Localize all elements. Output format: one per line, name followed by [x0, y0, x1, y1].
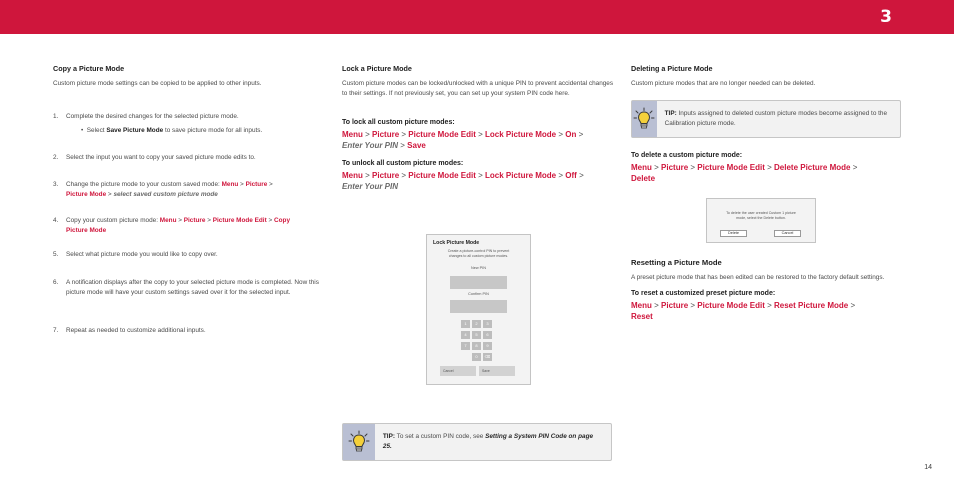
chapter-number: 3 — [880, 7, 892, 27]
keypad-key-1[interactable]: 1 — [461, 320, 470, 328]
tip-text: TIP: To set a custom PIN code, see Setting a System PIN Code on page 25. — [382, 433, 594, 450]
screen-desc: Create a picture-control PIN to prevent changes to all custom picture modes. — [447, 249, 510, 258]
keypad-key-5[interactable]: 5 — [472, 331, 481, 339]
page-number: 14 — [924, 464, 932, 471]
section-title: Deleting a Picture Mode — [631, 64, 713, 73]
tip-icon-container — [343, 424, 375, 460]
lock-picture-mode-screen — [426, 234, 531, 385]
lightbulb-icon — [633, 107, 655, 131]
lock-picture-mode-section — [342, 64, 614, 192]
step-7: 7. Repeat as needed to customize additional inputs. — [53, 327, 206, 334]
keypad-key-9[interactable]: 9 — [483, 342, 492, 350]
section-title: Lock a Picture Mode — [342, 64, 412, 73]
screen-title: Lock Picture Mode — [433, 240, 480, 246]
unlock-heading: To unlock all custom picture modes: — [342, 160, 464, 167]
step-1-bullet: • Select Save Picture Mode to save picture mode for all inputs. — [81, 127, 263, 134]
section-title: Copy a Picture Mode — [53, 64, 125, 73]
section-intro: Custom picture modes can be locked/unlocked with a unique PIN to prevent accidental changes to their settings. If not previously set, you can set up your system PIN code here. — [342, 80, 614, 97]
unlock-menu-path: Menu > Picture > Picture Mode Edit > Lock Picture Mode > Off > Enter Your PIN — [342, 171, 584, 191]
keypad-key-3[interactable]: 3 — [483, 320, 492, 328]
delete-instructions — [631, 152, 903, 184]
step-2: 2. Select the input you want to copy your saved picture mode edits to. — [53, 154, 256, 161]
keypad-key-0[interactable]: 0 — [472, 353, 481, 361]
cancel-button[interactable]: Cancel — [440, 366, 476, 376]
section-intro: Custom picture modes that are no longer needed can be deleted. — [631, 80, 816, 87]
lock-menu-path: Menu > Picture > Picture Mode Edit > Lock Picture Mode > On > Enter Your PIN > Save — [342, 130, 584, 150]
keypad-key-7[interactable]: 7 — [461, 342, 470, 350]
tip-box-pin — [342, 423, 612, 461]
reset-menu-path: Menu > Picture > Picture Mode Edit > Reset Picture Mode > Reset — [631, 301, 856, 321]
tip-icon-container — [632, 101, 657, 137]
tip-text: TIP: Inputs assigned to deleted custom picture modes become assigned to the Calibration picture mode. — [664, 110, 888, 127]
cancel-button[interactable]: Cancel — [774, 230, 801, 237]
step-6: 6. A notification displays after the copy to your selected picture mode is completed. Now this picture mode will have your custom settings saved over it for the selected input. — [53, 279, 319, 296]
copy-picture-mode-section — [53, 64, 323, 334]
chapter-header-bar — [0, 0, 954, 34]
step-1: 1. Complete the desired changes for the selected picture mode. • Select Save Picture Mode to save picture mode for all inputs. — [53, 112, 323, 136]
save-button[interactable]: Save — [479, 366, 515, 376]
deleting-picture-mode-section — [631, 64, 903, 89]
keypad-key-2[interactable]: 2 — [472, 320, 481, 328]
section-intro: Custom picture mode settings can be copied to be applied to other inputs. — [53, 80, 262, 87]
delete-picture-mode-dialog — [706, 198, 816, 243]
new-pin-field[interactable] — [450, 276, 507, 289]
backspace-icon[interactable]: ⌫ — [484, 354, 491, 359]
keypad-key-8[interactable]: 8 — [472, 342, 481, 350]
step-4: 4. Copy your custom picture mode: Menu > Picture > Picture Mode Edit > Copy Picture Mode — [53, 217, 290, 234]
delete-heading: To delete a custom picture mode: — [631, 152, 743, 159]
pin-code-page-link[interactable]: Setting a System PIN Code on page 25. — [382, 433, 594, 450]
keypad-key-6[interactable]: 6 — [483, 331, 492, 339]
section-title: Resetting a Picture Mode — [631, 258, 722, 267]
reset-heading: To reset a customized preset picture mode: — [631, 290, 776, 297]
delete-button[interactable]: Delete — [720, 230, 747, 237]
delete-menu-path: Menu > Picture > Picture Mode Edit > Delete Picture Mode > Delete — [631, 163, 858, 183]
keypad-key-4[interactable]: 4 — [461, 331, 470, 339]
confirm-pin-label: Confirm PIN — [468, 292, 489, 296]
step-3: 3. Change the picture mode to your custom saved mode: Menu > Picture > Picture Mode > select saved custom picture mode — [53, 181, 273, 198]
new-pin-label: New PIN — [471, 266, 486, 270]
lock-heading: To lock all custom picture modes: — [342, 119, 455, 126]
dialog-message: To delete the user created Custom 1 picture mode, select the Delete button. — [726, 211, 796, 220]
step-5: 5. Select what picture mode you would like to copy over. — [53, 251, 218, 258]
lightbulb-icon — [348, 430, 370, 454]
confirm-pin-field[interactable] — [450, 300, 507, 313]
section-intro: A preset picture mode that has been edited can be restored to the factory default settings. — [631, 274, 885, 281]
tip-box-delete — [631, 100, 901, 138]
bullet-icon: • — [81, 127, 87, 134]
resetting-picture-mode-section — [631, 258, 903, 322]
